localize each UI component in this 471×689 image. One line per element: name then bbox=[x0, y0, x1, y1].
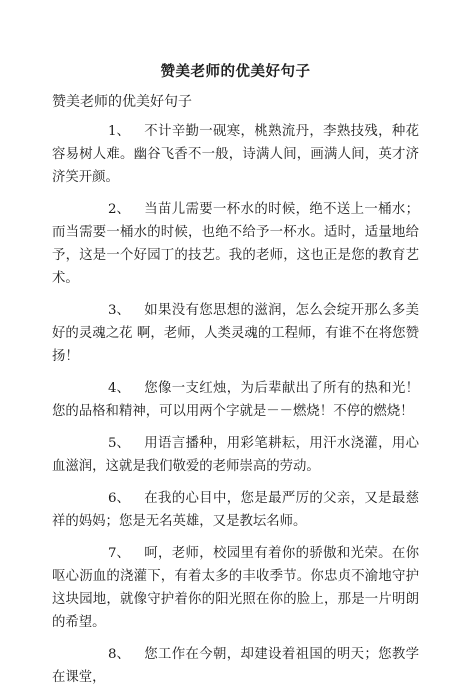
document-subtitle: 赞美老师的优美好句子 bbox=[52, 94, 192, 110]
list-item bbox=[52, 643, 419, 689]
item-number: 7、 bbox=[108, 546, 130, 561]
list-item bbox=[52, 120, 419, 189]
list-item bbox=[52, 299, 419, 368]
item-text: 用语言播种，用彩笔耕耘，用汗水浇灌，用心血滋润，这就是我们敬爱的老师崇高的劳动。 bbox=[52, 436, 419, 474]
item-number: 3、 bbox=[108, 303, 130, 318]
list-item bbox=[52, 432, 419, 478]
item-text: 如果没有您思想的滋润，怎么会绽开那么多美好的灵魂之花 啊，老师，人类灵魂的工程师，有谁不在将您赞扬！ bbox=[52, 303, 419, 364]
item-text: 您像一支红烛，为后辈献出了所有的热和光！您的品格和精神，可以用两个字就是－－燃烧！不停的燃烧！ bbox=[52, 381, 419, 419]
list-item bbox=[52, 542, 419, 634]
item-text: 在我的心目中，您是最严厉的父亲，又是最慈祥的妈妈；您是无名英雄，又是教坛名师。 bbox=[52, 491, 419, 529]
list-item bbox=[52, 377, 419, 423]
item-number: 4、 bbox=[108, 381, 130, 396]
item-text: 呵，老师，校园里有着你的骄傲和光荣。在你呕心沥血的浇灌下，有着太多的丰收季节。你忠贞不渝地守护这块园地，就像守护着你的阳光照在你的脸上，那是一片明朗的希望。 bbox=[52, 546, 419, 630]
item-number: 2、 bbox=[108, 202, 130, 217]
list-item bbox=[52, 198, 419, 290]
document-title: 赞美老师的优美好句子 bbox=[160, 63, 311, 80]
item-number: 8、 bbox=[108, 647, 130, 662]
item-number: 6、 bbox=[108, 491, 130, 506]
item-number: 1、 bbox=[108, 124, 130, 139]
item-text: 不计辛勤一砚寒，桃熟流丹，李熟技残，种花容易树人难。幽谷飞香不一般，诗满人间，画满人间，英才济济笑开颜。 bbox=[52, 124, 419, 185]
list-item bbox=[52, 487, 419, 533]
item-number: 5、 bbox=[108, 436, 130, 451]
item-text: 当苗儿需要一杯水的时候，绝不送上一桶水；而当需要一桶水的时候，也绝不给予一杯水。适时，适量地给予，这是一个好园丁的技艺。我的老师，这也正是您的教育艺术。 bbox=[52, 202, 419, 286]
item-text: 您工作在今朝，却建设着祖国的明天；您教学在课堂， bbox=[52, 647, 419, 685]
